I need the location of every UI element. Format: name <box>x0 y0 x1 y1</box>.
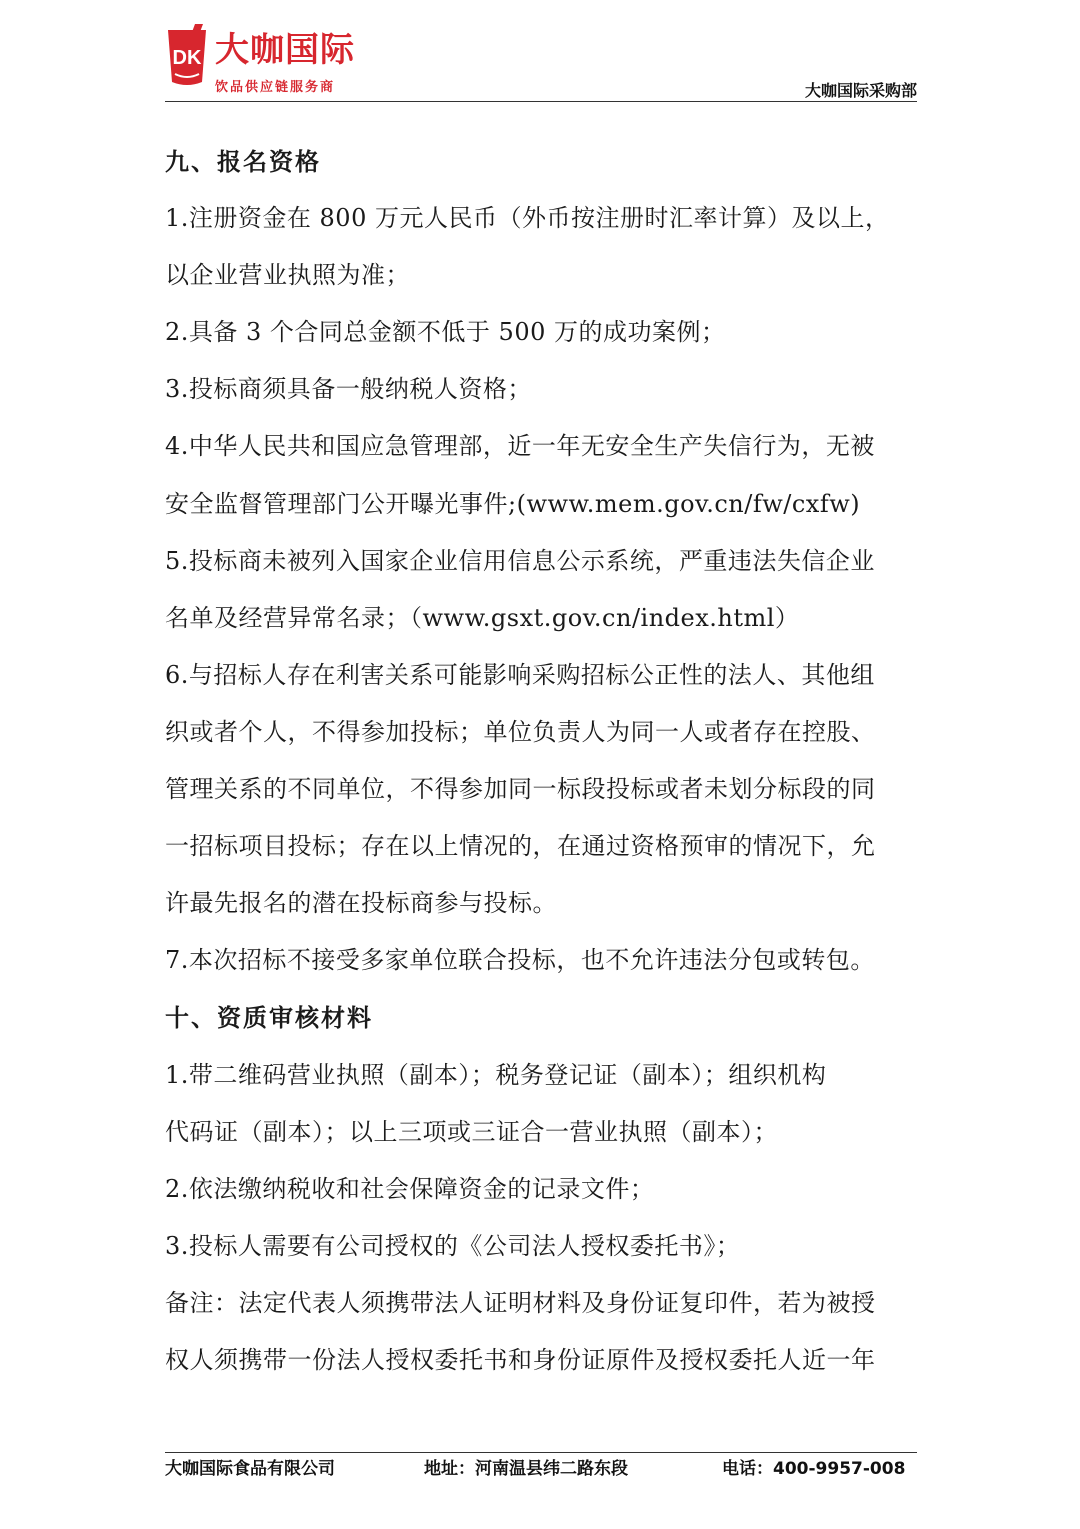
text-line: 代码证（副本）；以上三项或三证合一营业执照（副本）； <box>165 1117 778 1146</box>
text-line: 6.与招标人存在利害关系可能影响采购招标公正性的法人、其他组 <box>165 660 875 689</box>
text-line: 安全监督管理部门公开曝光事件;(www.mem.gov.cn/fw/cxfw) <box>165 489 861 518</box>
text-line: 管理关系的不同单位，不得参加同一标段投标或者未划分标段的同 <box>165 775 876 804</box>
department-label: 大咖国际采购部 <box>804 81 917 100</box>
text-line: 3.投标人需要有公司授权的《公司法人授权委托书》； <box>165 1231 741 1260</box>
text-line: 2.具备 3 个合同总金额不低于 500 万的成功案例； <box>165 318 726 347</box>
text-line: 名单及经营异常名录；（www.gsxt.gov.cn/index.html） <box>165 603 800 632</box>
text-line: 备注：法定代表人须携带法人证明材料及身份证复印件，若为被授 <box>165 1288 876 1317</box>
text-line: 7.本次招标不接受多家单位联合投标，也不允许违法分包或转包。 <box>165 946 875 975</box>
header-divider <box>165 101 917 102</box>
dk-logo-icon <box>165 24 209 88</box>
section-heading: 九、报名资格 <box>165 147 321 176</box>
text-line: 许最先报名的潜在投标商参与投标。 <box>165 889 557 918</box>
text-line: 3.投标商须具备一般纳税人资格； <box>165 375 532 404</box>
footer-phone: 电话：400-9957-008 <box>722 1459 906 1479</box>
text-line: 一招标项目投标；存在以上情况的，在通过资格预审的情况下，允 <box>165 832 876 861</box>
text-line: 1.注册资金在 800 万元人民币（外币按注册时汇率计算）及以上， <box>165 204 890 233</box>
text-line: 2.依法缴纳税收和社会保障资金的记录文件； <box>165 1174 655 1203</box>
footer-divider <box>165 1452 917 1453</box>
text-line: 4.中华人民共和国应急管理部，近一年无安全生产失信行为，无被 <box>165 432 875 461</box>
footer-company: 大咖国际食品有限公司 <box>165 1459 335 1479</box>
logo-name: 大咖国际 <box>215 30 355 70</box>
logo-tagline: 饮品供应链服务商 <box>215 80 336 95</box>
svg-text:DK: DK <box>172 47 202 69</box>
section-heading: 十、资质审核材料 <box>165 1003 373 1033</box>
text-line: 1.带二维码营业执照（副本）；税务登记证（副本）；组织机构 <box>165 1060 827 1089</box>
text-line: 以企业营业执照为准； <box>165 261 410 290</box>
footer-address: 地址：河南温县纬二路东段 <box>424 1459 628 1479</box>
text-line: 权人须携带一份法人授权委托书和身份证原件及授权委托人近一年 <box>165 1345 876 1374</box>
text-line: 5.投标商未被列入国家企业信用信息公示系统，严重违法失信企业 <box>165 546 875 575</box>
text-line: 织或者个人，不得参加投标；单位负责人为同一人或者存在控股、 <box>165 717 876 746</box>
document-body <box>165 133 925 1389</box>
page-header <box>165 20 917 102</box>
